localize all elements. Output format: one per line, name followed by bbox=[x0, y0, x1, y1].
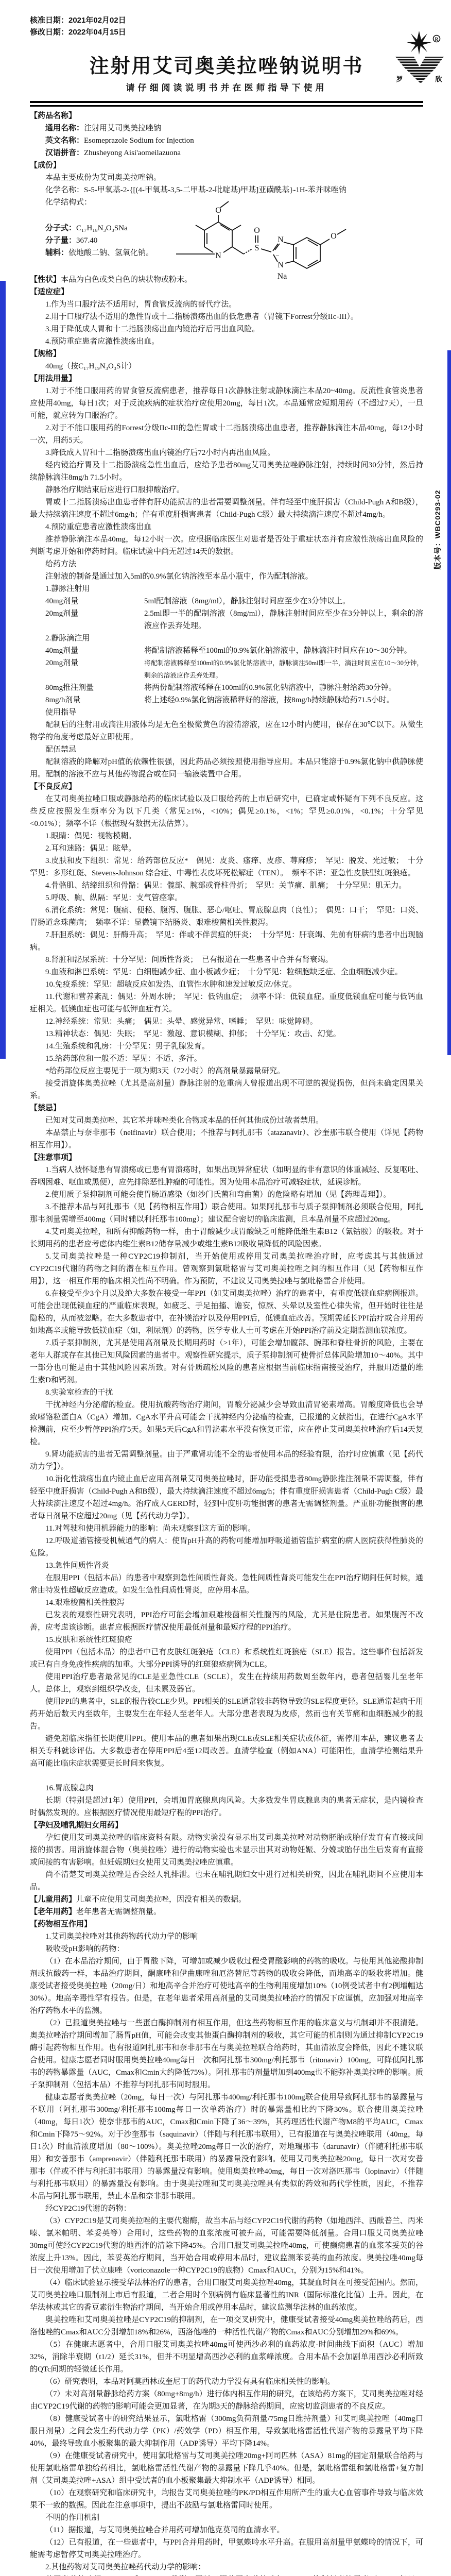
paragraph: 4.艾司奥美拉唑，和所有抑酸药物一样，由于胃酸减少或胃酸缺乏可能降低维生素B12（氰钴胺）的吸收。对于长期用药的患者应考虑体内维生素B12储存量减少或维生素B12吸收量降低的风险因素。 bbox=[30, 1228, 423, 1248]
paragraph: （8）健康受试者中的研究结果显示，氯吡格雷（300mg负荷剂量/75mg日维持剂量）和艾司奥美拉唑（40mg口服日剂量）之间会发生药代动力学（PK）/药效学（PD）相互作用，导致氯吡格雷活性代谢产物的暴露量平均下降40%，最终导致血小板聚集的最大抑制作用（ADP诱导）平均下降14%。 bbox=[30, 2415, 423, 2448]
paragraph: （9）在健康受试者研究中，使用氯吡格雷与艾司奥美拉唑20mg+阿司匹林（ASA）81mg的固定剂量联合给药与使用氯吡格雷单独给药相比，氯吡格雷活性代谢产物的暴露量下降几乎40%。但是，氯吡格雷组和氯吡格雷+复方制剂（艾司奥美拉唑+ASA）组中受试者的血小板聚集最大抑制水平（ADP诱导）相同。 bbox=[30, 2452, 423, 2485]
field-value: 依地酸二钠、氢氧化钠。 bbox=[68, 249, 154, 257]
section-heading-line bbox=[30, 1151, 423, 1164]
paragraph bbox=[30, 2573, 423, 2576]
paragraph: 2.使用质子泵抑制剂可能会使胃肠道感染（如沙门氏菌和弯曲菌）的危险略有增加（见【药理毒理】）。 bbox=[45, 1191, 391, 1199]
paragraph: （5）在健康志愿者中，合用口服艾司奥美拉唑40mg可使西沙必利的血药浓度-时间曲线下面积（AUC）增加32%，消除半衰期（t1/2）延长31%，但并不明显增高西沙必利的血浆峰浓度。合用本品不会加剧单用西沙必利所致的QTc间期的轻微延长作用。 bbox=[30, 2341, 423, 2374]
dose-text: 将两份配制溶液稀释在100ml的0.9%氯化钠溶液中，静脉注射给药30分钟。 bbox=[144, 684, 396, 692]
paragraph: 9.肾功能损害的患者无需调整剂量。由于严重肾功能不全的患者使用本品的经验有限，治疗时应慎重（见【药代动力学】）。 bbox=[30, 1450, 423, 1471]
section-heading-line bbox=[30, 1102, 423, 1114]
paragraph: 13.精神状态：偶见：失眠； 罕见：激越、意识模糊、抑郁； 十分罕见：攻击、幻觉。 bbox=[45, 1030, 341, 1038]
dose-row bbox=[45, 694, 423, 706]
dose-label: 20mg剂量 bbox=[45, 659, 79, 667]
scan-edge-bar-left bbox=[0, 281, 6, 1059]
section-heading: 【规格】 bbox=[30, 349, 61, 358]
paragraph: 2.用于口服疗法不适用的急性胃或十二指肠溃疡出血的低危患者（胃镜下Forrest分级IIc-III）。 bbox=[45, 313, 358, 321]
paragraph: 12.呼吸道插管接受机械通气的病人：使胃pH升高的药物可能增加呼吸道插管监护病室的病人医院获得性肺炎的危险。 bbox=[30, 1537, 423, 1557]
paragraph: 接受消旋体奥美拉唑（尤其是高剂量）静脉注射的危重病人曾报道出现不可逆的视觉损伤，但尚未确定因果关系。 bbox=[30, 1079, 423, 1100]
paragraph: 经CYP2C19代谢的药物： bbox=[45, 2205, 131, 2213]
section-heading-line bbox=[30, 348, 423, 360]
field-label: 分子量： bbox=[45, 236, 77, 245]
paragraph: 长期（特别是超过1年）使用PPI，会增加胃底腺息肉风险。大多数发生胃底腺息肉的患者无症状，是内镜检查时偶然发现的。应根据医疗情况使用最短疗程的PPI治疗。 bbox=[30, 1797, 423, 1817]
section-heading-line bbox=[30, 110, 423, 122]
section-inline-text: 老年患者无需调整剂量。 bbox=[76, 1908, 162, 1916]
dose-label: 8mg/h剂量 bbox=[45, 696, 81, 704]
paragraph: （3）CYP2C19是艾司奥美拉唑的主要代谢酶，故当本品与经CYP2C19代谢的药物（如地西泮、西酞普兰、丙米嗪、氯米帕明、苯妥英等）合用时，这些药物的血浆浓度可被升高，可能需要降低剂量。合用口服艾司奥美拉唑30mg可使经CYP2C19代谢的地西泮的清除下降45%。合用口服艾司奥美拉唑40mg，可使癫痫患者的血浆苯妥英的谷浓度上升13%。因此，苯妥英治疗期间，当开始合用或停用本品时，建议监测苯妥英的血药浓度。奥美拉唑40mg每日一次使用增加了伏立康唑（voriconazole一种CYP2C19的底物）Cmax和AUCτ，分别为15%和41%。 bbox=[30, 2217, 423, 2275]
svg-text:N: N bbox=[215, 251, 221, 260]
dose-row bbox=[45, 682, 423, 694]
svg-text:O: O bbox=[331, 232, 337, 241]
paragraph: 6.消化系统：常见：腹痛、便秘、腹泻、腹胀、恶心/呕吐、胃底腺息肉（良性）； 偶见：口干； 罕见：口炎、胃肠道念珠菌病； 频率不详：显微镜下结肠炎、艰难梭菌相关性腹泻。 bbox=[30, 906, 423, 927]
paragraph: 使用PPI的患者中，SLE的报告较CLE少见。PPI相关的SLE通常较非药物导致的SLE程度更轻。SLE通常起病于用药开始后数天内至数年，主要发生在年轻人至老年人。大部分患者表现为皮疹，然而也有关节痛和血细胞减少的报告。 bbox=[30, 1698, 423, 1731]
document-title: 注射用艾司奥美拉唑钠说明书 bbox=[89, 56, 364, 77]
paragraph: 2.耳和迷路：偶见：眩晕。 bbox=[45, 844, 136, 853]
paragraph: 40mg（按C₁₇H₁₉N₃O₃S计） bbox=[45, 362, 136, 370]
section-contraindications bbox=[30, 1102, 423, 1151]
version-number-side-text: 版本号：WBC0293-02 bbox=[433, 489, 442, 570]
paragraph: 健康志愿者奥美拉唑（20mg，每日一次）与阿扎那韦400mg/利托那韦100mg联合使用导致阿扎那韦的暴露量与不联用（阿扎那韦300mg/利托那韦100mg每日一次单药治疗）时的暴露量相比约下降30%。联合使用奥美拉唑（40mg，每日1次）使奈非那韦的AUC，Cmax和Cmin下降了36～39%，其药理活性代谢产物M8的平均AUC，Cmax和Cmin下降75～92%。对于沙奎那韦（saquinavir）（伴随与利托那韦联用），已有报道在与奥美拉唑联用（40mg，每日1次）时血清浓度增加（80～100%）。奥美拉唑20mg每日一次的治疗，对地瑞那韦（darunavir）（伴随利托那韦联用）和安普那韦（amprenavir）（伴随利托那韦联用）的暴露量没有影响。使用艾司奥美拉唑20mg，每日一次对安普那韦（伴或不伴与利托那韦联用）的暴露量没有影响。使用奥美拉唑40mg，每日一次对洛匹那韦（lopinavir）（伴随与利托那韦联用）的暴露量没有影响。由于奥美拉唑和艾司奥美拉唑具有类似的药效和药代学性质，因此，不推荐本品与阿扎那韦联用，禁止本品和奈非那韦联用。 bbox=[30, 2093, 423, 2200]
paragraph: 10.消化性溃疡出血内镜止血后应用高剂量艾司奥美拉唑时，肝功能受损患者80mg静脉推注剂量不需调整，伴有轻至中度肝损害（Child-Pugh A和B级），最大持续滴注速度不超过6mg/h；伴有重度肝损害患者（Child-Pugh C级）最大持续滴注速度不超过4mg/h。治疗成人GERD时，轻到中度肝功能损害的患者无需调整剂量。严重肝功能损害的患者每日剂量不应超过20mg（见【药代动力学】）。 bbox=[30, 1475, 423, 1520]
paragraph: 15.皮肤和系统性红斑狼疮 bbox=[45, 1636, 132, 1644]
dose-text: 2.5ml即一半的配制溶液（8mg/ml），静脉注射时间应至少在3分钟以上，剩余的溶液应作丢弃处理。 bbox=[144, 609, 423, 630]
document-subtitle: 请仔细阅读说明书并在医师指导下使用 bbox=[126, 83, 327, 93]
paragraph: 4.预防重症患者应激性溃疡出血。 bbox=[45, 337, 160, 346]
paragraph: 注射液的制备是通过加入5ml的0.9%氯化钠溶液至本品小瓶中，作为配制溶液。 bbox=[45, 572, 313, 581]
section-heading-line bbox=[30, 1918, 423, 1930]
field-value: Esomeprazole Sodium for Injection bbox=[84, 137, 194, 145]
paragraph: 经内镜治疗胃及十二指肠溃疡急性出血后，应给予患者80mg艾司奥美拉唑静脉注射，持续时间30分钟，然后持续静脉滴注8mg/h 71.5小时。 bbox=[30, 461, 423, 482]
paragraph: 尚不清楚艾司奥美拉唑是否会经人乳排泄。也未在哺乳期妇女中进行过相关研究，因此在哺乳期间不应使用本品。 bbox=[30, 1871, 423, 1891]
section-heading: 【适应症】 bbox=[30, 287, 69, 296]
paragraph: 11.代谢和营养紊乱：偶见：外周水肿； 罕见：低钠血症； 频率不详：低镁血症。重度低镁血症可能与低钙血症相关。低镁血症也可能与低钾血症有关。 bbox=[30, 993, 423, 1013]
section-heading: 【药品名称】 bbox=[30, 111, 77, 120]
scan-edge-bar-right bbox=[447, 350, 451, 1055]
section-drug-name bbox=[30, 110, 423, 159]
section-strength bbox=[30, 348, 423, 372]
paragraph: 8.肾脏和泌尿系统：十分罕见：间质性肾炎； 已有报道在一些患者中合并有肾衰竭。 bbox=[45, 956, 333, 964]
inline-section-line bbox=[30, 1893, 423, 1906]
paragraph: 胃或十二指肠溃疡出血患者伴有肝功能损害的患者需要调整剂量。伴有轻至中度肝损害（Child-Pugh A和B级），最大持续滴注速度不超过6mg/h；伴有重度肝损害患者（Child-Pugh C级）最大持续滴注速度不超过4mg/h。 bbox=[30, 498, 423, 519]
paragraph: 13.急性间质性肾炎 bbox=[45, 1562, 109, 1570]
field-label: 汉语拼音： bbox=[45, 148, 84, 157]
field-label: 分子式： bbox=[45, 224, 77, 232]
dose-text: 将配制溶液稀释至100ml的0.9%氯化钠溶液中，静脉滴注50ml即一半，滴注时间应在10～30分钟，剩余的溶液应作丢弃处理。 bbox=[144, 659, 423, 679]
svg-text:O: O bbox=[215, 206, 221, 215]
paragraph: 吸收受pH影响的药物： bbox=[45, 1945, 125, 1953]
header-dates bbox=[30, 0, 423, 38]
paragraph: 3.不推荐本品与阿扎那韦（见【药物相互作用】）联合使用。如果阿扎那韦与质子泵抑制剂必须联合使用，阿扎那韦剂量需增至400mg（同时辅以利托那韦100mg）；建议配合密切的临床监测，且本品剂量不应超过20mg。 bbox=[30, 1203, 423, 1224]
paragraph: 5.艾司奥美拉唑是一种CYP2C19抑制剂，当开始使用或停用艾司奥美拉唑治疗时，应考虑其与其他通过CYP2C19代谢的药物之间的潜在相互作用。曾观察到氯吡格雷与艾司奥美拉唑之间的相互作用（见【药物相互作用】），这一相互作用的临床相关性尚不明确。作为预防，不建议艾司奥美拉唑与氯吡格雷合并使用。 bbox=[30, 1252, 423, 1285]
paragraph: 已发表的观察性研究表明，PPI治疗可能会增加艰难梭菌相关性腹泻的风险，尤其是住院患者。如果腹泻不改善，应考虑该诊断。患者应根据医疗情况使用最低剂量和最短疗程的PPI治疗。 bbox=[30, 1611, 423, 1632]
section-heading-line bbox=[30, 372, 423, 385]
section-heading: 【孕妇及哺乳期妇女用药】 bbox=[30, 1821, 123, 1829]
paragraph: 2.其他药物对艾司奥美拉唑药代动力学的影响： bbox=[45, 2563, 206, 2571]
paragraph: 7.质子泵抑制剂，尤其是使用高剂量及长期用药时（>1年），可能会增加髋部、腕部和脊柱骨折的风险，主要在老年人群或存在其他已知风险因素的患者中。观察性研究提示，质子泵抑制剂可使骨折总体风险增加10～40%。其中一部分也可能是由于其他风险因素所致。对有骨质疏松风险的患者应根据当前临床指南接受治疗，并服用适量的维生素D和钙剂。 bbox=[30, 1339, 423, 1384]
dose-text: 将配制溶液稀释至100ml的0.9%氯化钠溶液中，静脉滴注时间应在10～30分钟。 bbox=[144, 647, 412, 655]
paragraph: 1.对于不能口服用药的胃食管反流病患者，推荐每日1次静脉注射或静脉滴注本品20~40mg。反流性食管炎患者应使用40mg，每日1次；对于反流疾病的症状治疗应使用20mg，每日1次。本品通常应短期用药（不超过7天），一旦可能，就应转为口服治疗。 bbox=[30, 387, 423, 420]
section-heading: 【用法用量】 bbox=[30, 374, 77, 383]
paragraph: 1.当病人被怀疑患有胃溃疡或已患有胃溃疡时，如果出现异常症状（如明显的非有意识的体重减轻、反复呕吐、吞咽困难、呕血或黑便），应先排除恶性肿瘤的可能性。因为使用本品治疗可减轻症状，延误诊断。 bbox=[30, 1166, 423, 1187]
paragraph: 本品主要成份为艾司奥美拉唑钠。 bbox=[45, 174, 162, 182]
paragraph: 1.眼睛：偶见：视物模糊。 bbox=[45, 832, 136, 840]
paragraph: 不明的作用机制 bbox=[45, 2514, 100, 2522]
chemical-structure-diagram bbox=[176, 190, 397, 288]
paragraph: 避免超临床指征长期使用PPI。使用本品的患者如果出现CLE或SLE相关症状或体征，需停用本品，建议患者去相关专科就诊评估。大多数患者在停用PPI后4至12周改善。血清学检查（例如ANA）可能阳性，血清学检测结果升高可能比临床症状需要更长时间来恢复。 bbox=[30, 1735, 423, 1768]
section-heading: 【儿童用药】 bbox=[30, 1895, 77, 1904]
paragraph: 奥美拉唑和艾司奥美拉唑是CYP2C19的抑制剂，在一项交叉研究中，健康受试者接受40mg奥美拉唑给药后，西洛他唑的Cmax和AUC分别增加18%和26%，西洛他唑的一种活性代谢产物的Cmax和AUC分别增加29%和69%。 bbox=[30, 2316, 423, 2336]
paragraph: 6.在接受至少3个月以及绝大多数在接受一年PPI（如艾司奥美拉唑）治疗的患者中，有重度低镁血症病例报道。可能会出现低镁血症的严重临床表现，如疲乏、手足抽搐、谵妄，惊厥、头晕以及室性心律失常，但开始时往往是隐秘的，从而被忽略。在大多数患者中，在补镁治疗以及停用PPI后，低镁血症改善。预期需延长PPI治疗或合并用药如地高辛或能导致低镁血症（如，利尿剂）的药物，医学专业人士可考虑在开始PPI治疗前及定期监测血镁浓度。 bbox=[30, 1290, 423, 1335]
paragraph: 14.艰难梭菌相关性腹泻 bbox=[45, 1599, 125, 1607]
field-value: 注射用艾司奥美拉唑钠 bbox=[84, 124, 162, 132]
paragraph: 5.呼吸、胸、纵隔：罕见：支气管痉挛。 bbox=[45, 894, 183, 902]
section-heading-line bbox=[30, 781, 423, 793]
section-interactions bbox=[30, 1918, 423, 2576]
paragraph: （6）研究表明，本品对阿莫西林或奎尼丁的药代动力学没有具有临床相关性的影响。 bbox=[45, 2378, 335, 2386]
paragraph: 14.生殖系统和乳房：十分罕见：男子乳腺发育。 bbox=[45, 1042, 210, 1050]
paragraph: 2.静脉滴注用 bbox=[45, 634, 90, 642]
paragraph: （10）在观察研究和临床研究中，均报告艾司奥美拉唑的PK/PD相互作用所产生的重大心血管事件导致与临床效果不一致的数据。因此在注意事项中，提出不鼓励与氯吡格雷同时使用。 bbox=[30, 2489, 423, 2510]
dose-row bbox=[45, 645, 423, 657]
labeled-line bbox=[30, 134, 423, 147]
registered-mark: R bbox=[435, 37, 439, 42]
document-body bbox=[30, 110, 423, 2576]
logo-star-icon bbox=[407, 31, 431, 55]
paragraph: 4.骨骼肌、结缔组织和骨骼：偶见：髋部、腕部或脊柱骨折； 罕见：关节痛、肌痛； 十分罕见：肌无力。 bbox=[45, 882, 407, 890]
svg-text:Na: Na bbox=[277, 272, 287, 281]
section-dosage bbox=[30, 372, 423, 781]
svg-text:N: N bbox=[277, 261, 284, 269]
labeled-line bbox=[30, 122, 423, 134]
paragraph: （12）已有报道，在一些患者中，与PPI合并用药时，甲氨蝶呤水平升高。在服用高剂量甲氨蝶呤的情况下，可能需考虑暂停艾司奥美拉唑治疗。 bbox=[30, 2538, 423, 2559]
section-inline-text: 本品为白色或类白色的块状物或粉末。 bbox=[61, 276, 193, 284]
paragraph: 配伍禁忌 bbox=[45, 745, 77, 754]
revision-date: 修改日期：2022年04月15日 bbox=[30, 28, 126, 37]
svg-text:N: N bbox=[277, 235, 284, 244]
svg-text:S: S bbox=[254, 244, 259, 252]
section-heading-line bbox=[30, 1819, 423, 1832]
section-heading: 【成份】 bbox=[30, 161, 61, 170]
paragraph: 化学结构式： bbox=[45, 198, 92, 207]
field-value: Zhusheyong Aisi'aomeilazuona bbox=[84, 149, 181, 157]
paragraph: 1.作为当口服疗法不适用时，胃食管反流病的替代疗法。 bbox=[45, 300, 237, 309]
field-label: 辅料： bbox=[45, 248, 69, 257]
section-heading-line bbox=[30, 159, 423, 172]
paragraph: （1）在本品治疗期间，由于胃酸下降，可增加或减少吸收过程受胃酸影响的药物的吸收。与使用其他泌酸抑制剂或抗酸药一样，本品治疗期间，酮康唑和伊曲康唑和厄洛替尼等药物的吸收会降低，而地高辛的吸收将增加。健康受试者接受奥美拉唑（20mg/日）和地高辛合并治疗可使地高辛的生物利用度增加10%（10例受试者中有2例增幅达30%）。地高辛毒性罕有报告。但是，在老年患者采用高剂量的艾司奥美拉唑治疗的情况下应谨慎，应加强对地高辛治疗药物水平的监测。 bbox=[30, 1957, 423, 2015]
dose-row bbox=[45, 657, 423, 682]
paragraph: 3.皮肤和皮下组织：常见：给药部位反应* 偶见：皮炎、瘙痒、皮疹、荨麻疹； 罕见：脱发、光过敏； 十分罕见：多形红斑、Stevens-Johnson 综合症、中毒性表皮坏死松解症（TEN）。 频率不详：亚急性皮肤型红斑狼疮。 bbox=[30, 857, 423, 877]
paragraph: *给药部位反应主要见于一项为期3天（72小时）的高剂量暴露量研究。 bbox=[45, 1067, 285, 1075]
paragraph: 静脉治疗期结束后应进行口服抑酸治疗。 bbox=[45, 486, 185, 494]
paragraph: 给药方法 bbox=[45, 560, 77, 568]
paragraph: 4.预防重症患者应激性溃疡出血 bbox=[45, 523, 152, 531]
paragraph: 7.肝胆系统：偶见：肝酶升高； 罕见：伴或不伴黄疸的肝炎； 十分罕见：肝衰竭、先前有肝病的患者中出现脑病。 bbox=[30, 931, 423, 952]
inline-section-line bbox=[30, 1906, 423, 1918]
paragraph: 15.给药部位和一般不适：罕见：不适、多汗。 bbox=[45, 1055, 202, 1063]
paragraph: 9.血液和淋巴系统：罕见：白细胞减少症、血小板减少症； 十分罕见：粒细胞缺乏症、全血细胞减少症。 bbox=[45, 968, 403, 976]
section-pediatric bbox=[30, 1893, 423, 1906]
field-value: 367.40 bbox=[76, 236, 98, 245]
dose-label: 40mg剂量 bbox=[45, 597, 79, 605]
section-heading: 【禁忌】 bbox=[30, 1104, 61, 1112]
paragraph: 在服用PPI（包括本品）的患者中观察到急性间质性肾炎。急性间质性肾炎可能发生在PPI治疗期间任何时候，通常由特发性超敏反应造成。如发生急性间质性肾炎，应停用本品。 bbox=[30, 1574, 423, 1595]
paragraph: 11.对驾驶和使用机器能力的影响：尚未观察到这方面的影响。 bbox=[45, 1524, 256, 1533]
dose-text: 5ml配制溶液（8mg/ml），静脉注射时间应至少在3分钟以上。 bbox=[144, 597, 351, 605]
dose-label: 20mg剂量 bbox=[45, 609, 79, 618]
paragraph: 已知对艾司奥美拉唑、其它苯并咪唑类化合物或本品的任何其他成份过敏者禁用。 bbox=[45, 1116, 324, 1125]
paragraph: 2.对于不能口服用药的Forrest分级IIc-III的急性胃或十二指肠溃疡出血患者，推荐静脉滴注本品40mg，每12小时一次，用药5天。 bbox=[30, 424, 423, 445]
approval-date: 核准日期：2021年02月02日 bbox=[30, 16, 126, 25]
paragraph: 配制后的注射用或滴注用液体均是无色至极微黄色的澄清溶液，应在12小时内使用，保存在30℃以下。从微生物学的角度考虑最好立即使用。 bbox=[30, 721, 423, 741]
section-inline-text: 儿童不应使用艾司奥美拉唑，因没有相关的数据。 bbox=[76, 1895, 247, 1904]
paragraph: （4）临床试验显示接受华法林治疗的患者，合用口服艾司奥美拉唑40mg，其凝血时间在可接受范围内。然而，艾司奥美拉唑口服制剂上市后有报道，二者合用时个别病例有临床显著性的INR（国际标准化比值）上升。因此，在华法林或其它的香豆素衍生物治疗期间，当开始合用或停用本品时，建议监测华法林的血药浓度。 bbox=[30, 2279, 423, 2312]
paragraph: 在艾司奥美拉唑口服或静脉给药的临床试验以及口服给药的上市后研究中，已确定或怀疑有下列不良反应。这些反应按照发生频率分为以下几类（常见≥1%，<10%；偶见≥0.1%，<1%；罕见≥0.01%，<0.1%；十分罕见<0.01%）；频率不详（根据现有数据无法估算）。 bbox=[30, 795, 423, 828]
paragraph: （7）未对高剂量静脉给药方案（80mg+8mg/h）进行体内相互作用的研究，在该给药方案下，艾司奥美拉唑对经由CYP2C19代谢的药物的影响可能会更加显著，在为期3天的静脉给药期间，应密切监测患者的不良反应。 bbox=[30, 2390, 423, 2411]
paragraph: 推荐静脉滴注本品40mg，每12小时一次。应根据临床医生对患者是否处于重症状态并有应激性溃疡出血风险的判断考虑开始和停药时间。临床试验中尚无超过14天的数据。 bbox=[30, 535, 423, 556]
section-precautions bbox=[30, 1151, 423, 1819]
labeled-line bbox=[30, 147, 423, 159]
field-value: C₁₇H₁₈N₃O₃SNa bbox=[76, 224, 128, 232]
logo-char-right: 欣 bbox=[435, 75, 442, 83]
paragraph: 10.免疫系统：罕见：超敏反应如发热、血管性水肿和速发过敏反应/休克。 bbox=[45, 980, 297, 989]
blank-line bbox=[30, 1770, 423, 1782]
paragraph: 使用指导 bbox=[45, 708, 77, 717]
section-heading: 【药物相互作用】 bbox=[30, 1920, 92, 1928]
paragraph: （2）已报道奥美拉唑与一些蛋白酶抑制剂有相互作用，但这些药物相互作用的临床意义与机制却并不很清楚。奥美拉唑治疗期间增加了肠胃pH值，可能会改变其他蛋白酶抑制剂的吸收，其它可能的机制则为通过抑制CYP2C19酶引起药物相互作用。也有报道阿扎那韦和奈非那韦在与奥美拉唑联合给药时，其血清浓度会降低，因此不建议联合使用。健康志愿者同时服用奥美拉唑40mg每日一次和阿扎那韦300mg/利托那韦（ritonavir）100mg，可降低阿扎那韦的药物暴露量（AUC，Cmax和Cmin大约降低75%）。阿扎那韦的剂量增加到400mg也不能弥补奥美拉唑的影响。质子泵抑制剂（包括本品）不推荐与阿扎那韦同时服用。 bbox=[30, 2019, 423, 2089]
paragraph: 1.艾司奥美拉唑对其他药物药代动力学的影响 bbox=[45, 1933, 198, 1941]
section-adverse-reactions bbox=[30, 781, 423, 1102]
dose-row bbox=[45, 607, 423, 632]
dose-label: 80mg推注剂量 bbox=[45, 684, 94, 692]
section-heading: 【性状】 bbox=[30, 275, 61, 284]
dose-label: 40mg剂量 bbox=[45, 647, 79, 655]
section-heading: 【老年用药】 bbox=[30, 1907, 77, 1916]
luoxin-brand-logo-icon bbox=[392, 31, 445, 90]
paragraph: 孕妇使用艾司奥美拉唑的临床资料有限。动物实验没有显示出艾司奥美拉唑对动物胚胎或胎仔发育有直接或间接的损害。用消旋体混合物（奥美拉唑）进行的动物实验也未显示出其对动物妊娠、分娩或胎仔出生后发育有直接或间接的有害影响。但妊娠期妇女使用艾司奥美拉唑应慎重。 bbox=[30, 1834, 423, 1867]
paragraph: （11）据报道，与艾司奥美拉唑合并用药可增加他克莫司的血清水平。 bbox=[45, 2526, 285, 2534]
paragraph: 化学名称：S-5-甲氧基-2-{[(4-甲氧基-3,5-二甲基-2-吡啶基)甲基]亚磺酰基}-1H-苯并咪唑钠 bbox=[45, 186, 346, 194]
paragraph: 使用PPI（包括本品）的患者中已有皮肤红斑狼疮（CLE）和系统性红斑狼疮（SLE）报告。这些事件包括新发或已有自身免疫性疾病的加重。大部分PPI诱导的红斑狼疮病例为CLE。 bbox=[30, 1648, 423, 1669]
paragraph: 12.神经系统：常见：头痛； 偶见：头晕、感觉异常、嗜睡； 罕见：味觉障碍。 bbox=[45, 1018, 318, 1026]
section-heading: 【不良反应】 bbox=[30, 782, 77, 791]
paragraph: 3.用于降低成人胃和十二指肠溃疡出血内镜治疗后再出血风险。 bbox=[45, 325, 260, 333]
paragraph: 本品禁止与奈非那韦（nelfinavir）联合使用；不推荐与阿扎那韦（atazanavir）、沙奎那韦联合使用（详见【药物相互作用】）。 bbox=[30, 1129, 423, 1149]
section-geriatric bbox=[30, 1906, 423, 1918]
paragraph: 1.静脉注射用 bbox=[45, 585, 90, 593]
paragraph: 配制溶液的降解对pH值的依赖性很强，因此药品必须按照使用指导应用。本品只能溶于0.9%氯化钠中供静脉使用。配制的溶液不应与其他药物混合或在同一输液装置中合用。 bbox=[30, 758, 423, 778]
section-heading: 【注意事项】 bbox=[30, 1153, 77, 1162]
paragraph: 8.实验室检查的干扰 bbox=[45, 1388, 113, 1397]
svg-text:−: − bbox=[275, 252, 280, 260]
section-indications bbox=[30, 286, 423, 348]
logo-char-left: 罗 bbox=[396, 75, 403, 83]
section-pregnancy bbox=[30, 1819, 423, 1893]
field-label: 通用名称： bbox=[45, 124, 84, 132]
paragraph: 使用PPI治疗患者最常见的CLE是亚急性CLE（SCLE），发生在持续用药数周至数年内，患者包括婴儿至老年人。总体上，观察到组织学改变，但未累及器官。 bbox=[30, 1673, 423, 1693]
field-label: 英文名称： bbox=[45, 136, 84, 145]
paragraph: 3.降低成人胃和十二指肠溃疡出血内镜治疗后72小时内再出血风险。 bbox=[45, 449, 275, 457]
dose-row bbox=[45, 595, 423, 607]
paragraph: 干扰神经内分泌瘤的检查。使用抗酸药物治疗期间，胃酸分泌减少会导致血清胃泌素增高。胃酸度降低也会导致嗜铬粒蛋白A（CgA）增加。CgA水平升高可能会干扰神经内分泌瘤的检查，已报道的文献指出，在进行CgA水平检测前，应至少暂停PPI治疗5天。如果5天后CgA和胃泌素水平没有恢复正常，应在停止艾司奥美拉唑治疗后14天复检。 bbox=[30, 1401, 423, 1446]
paragraph: 16.胃底腺息肉 bbox=[45, 1784, 94, 1792]
dose-text: 将上述经0.9%氯化钠溶液稀释好的溶液，按8mg/h持续静脉给药71.5小时。 bbox=[144, 696, 394, 704]
svg-text:O: O bbox=[254, 226, 260, 235]
double-rule-divider bbox=[30, 101, 423, 107]
